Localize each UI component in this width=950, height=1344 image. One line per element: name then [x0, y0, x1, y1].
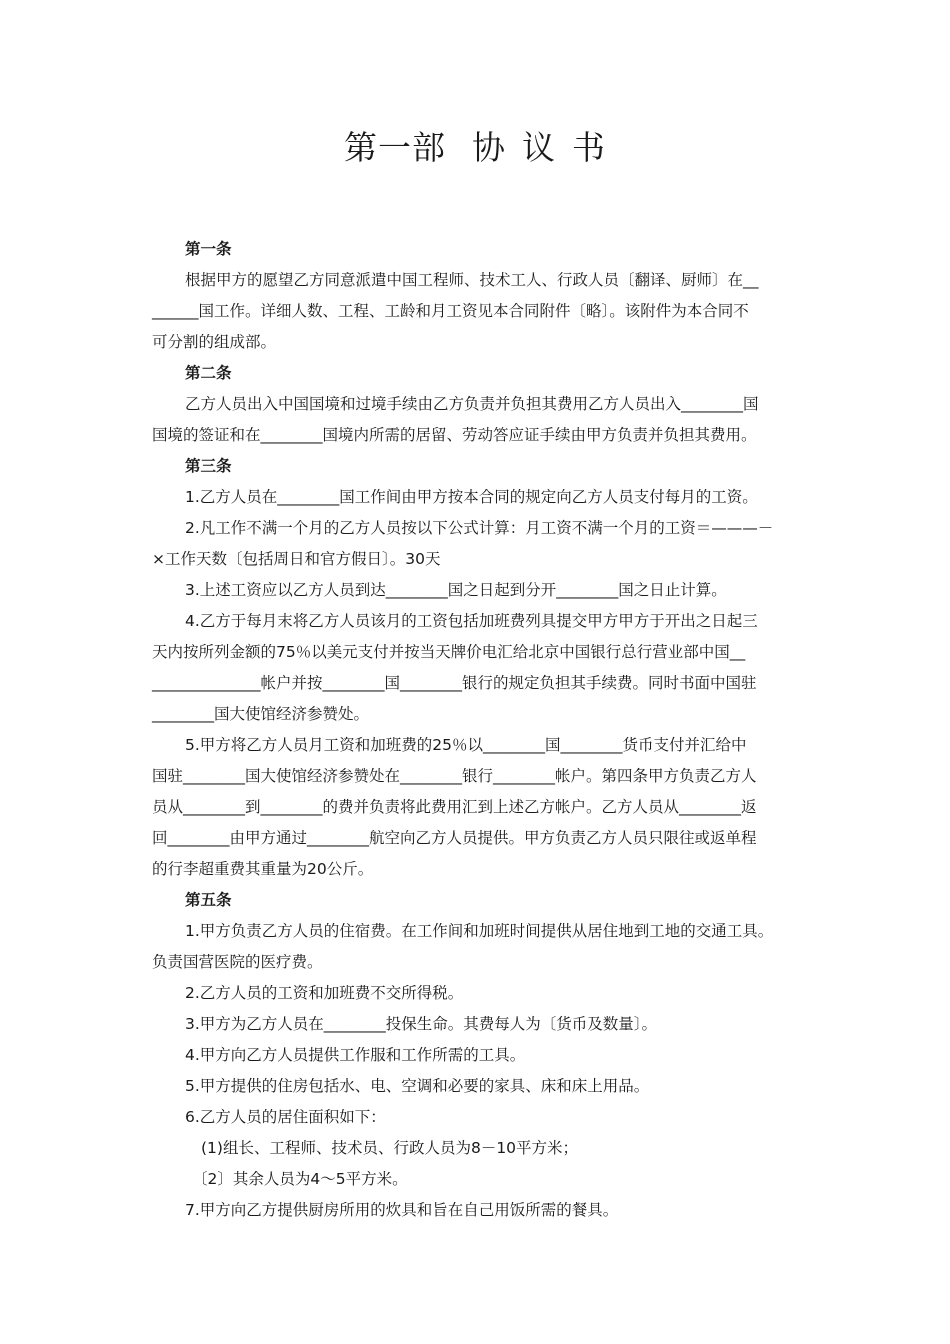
document-body [152, 234, 812, 1226]
paragraph-line: 7.甲方向乙方提供厨房所用的炊具和旨在自己用饭所需的餐具。 [185, 1201, 619, 1219]
paragraph-line: ______________帐户并按________国________银行的规定负担其手续费。同时书面中国驻 [152, 674, 757, 692]
article-heading: 第二条 [185, 364, 232, 382]
paragraph-line: 国驻________国大使馆经济参赞处在________银行________帐户。第四条甲方负责乙方人 [152, 767, 757, 785]
paragraph-line: 6.乙方人员的居住面积如下： [185, 1108, 386, 1126]
paragraph-line: 员从________到________的费并负责将此费用汇到上述乙方帐户。乙方人员从________返 [152, 798, 757, 816]
title-part: 第一部 [344, 128, 446, 167]
paragraph-line: 1.甲方负责乙方人员的住宿费。在工作间和加班时间提供从居住地到工地的交通工具。 [185, 922, 774, 940]
title-word-2: 议 [522, 128, 556, 167]
paragraph-line: (1)组长、工程师、技术员、行政人员为8－10平方米； [201, 1139, 579, 1157]
paragraph-line: ×工作天数〔包括周日和官方假日〕。30天 [152, 550, 441, 568]
title-word-1: 协 [472, 128, 506, 167]
paragraph-line: 的行李超重费其重量为20公斤。 [152, 860, 374, 878]
paragraph-line: 4.甲方向乙方人员提供工作服和工作所需的工具。 [185, 1046, 526, 1064]
paragraph-line: 4.乙方于每月末将乙方人员该月的工资包括加班费列具提交甲方甲方于开出之日起三 [185, 612, 758, 630]
paragraph-line: 〔2〕其余人员为4～5平方米。 [192, 1170, 408, 1188]
paragraph-line: 3.上述工资应以乙方人员到达________国之日起到分开________国之日止计算。 [185, 581, 727, 599]
paragraph-line: 5.甲方提供的住房包括水、电、空调和必要的家具、床和床上用品。 [185, 1077, 650, 1095]
article-heading: 第五条 [185, 891, 232, 909]
article-heading: 第一条 [185, 240, 232, 258]
paragraph-line: 可分割的组成部。 [152, 333, 277, 351]
paragraph-line: 2.乙方人员的工资和加班费不交所得税。 [185, 984, 464, 1002]
page-title [0, 122, 950, 169]
paragraph-line: 回________由甲方通过________航空向乙方人员提供。甲方负责乙方人员只限往或返单程 [152, 829, 757, 847]
paragraph-line: 国境的签证和在________国境内所需的居留、劳动答应证手续由甲方负责并负担其费用。 [152, 426, 757, 444]
article-heading: 第三条 [185, 457, 232, 475]
paragraph-line: 2.凡工作不满一个月的乙方人员按以下公式计算：月工资不满一个月的工资＝———－ [185, 519, 774, 537]
paragraph-line: 乙方人员出入中国国境和过境手续由乙方负责并负担其费用乙方人员出入________国 [185, 395, 759, 413]
title-word-3: 书 [572, 128, 606, 167]
paragraph-line: 负责国营医院的医疗费。 [152, 953, 323, 971]
paragraph-line: ______国工作。详细人数、工程、工龄和月工资见本合同附件〔略〕。该附件为本合同不 [152, 302, 749, 320]
paragraph-line: 1.乙方人员在________国工作间由甲方按本合同的规定向乙方人员支付每月的工资。 [185, 488, 758, 506]
paragraph-line: 根据甲方的愿望乙方同意派遣中国工程师、技术工人、行政人员〔翻译、厨师〕在__ [185, 271, 759, 289]
paragraph-line: ________国大使馆经济参赞处。 [152, 705, 370, 723]
paragraph-line: 天内按所列金额的75％以美元支付并按当天牌价电汇给北京中国银行总行营业部中国__ [152, 643, 746, 661]
paragraph-line: 3.甲方为乙方人员在________投保生命。其费每人为〔货币及数量〕。 [185, 1015, 658, 1033]
paragraph-line: 5.甲方将乙方人员月工资和加班费的25％以________国________货币支付并汇给中 [185, 736, 747, 754]
